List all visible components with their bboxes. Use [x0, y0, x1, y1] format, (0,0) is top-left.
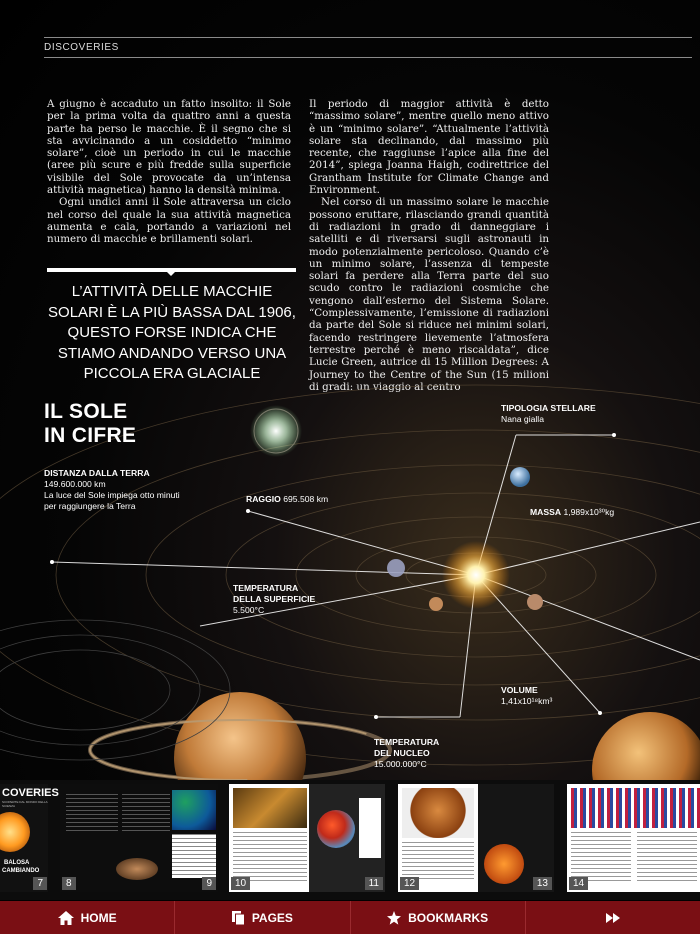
thumbnail-spread-14[interactable]	[567, 784, 700, 892]
fact-star-type	[501, 403, 596, 425]
fact-surface-temp	[233, 583, 315, 616]
pull-quote: L’ATTIVITÀ DELLE MACCHIE SOLARI È LA PIÙ BASSA DAL 1906, QUESTO FORSE INDICA CHE STIAMO ANDANDO VERSO UNA PICCOLA ERA GLACIALE	[48, 283, 296, 382]
paragraph: Nel corso di un massimo solare le macchie possono eruttare, rilasciando grandi quantità di radiazioni in grado di danneggiare i satelliti e di riversarsi sugli astronauti in modo potenzialmente pericoloso. Quando c’è un minimo solare, l’assenza di tempeste solari fa perdere alla Terra parte del suo scudo contro le radiazioni cosmiche che vengono dall’esterno del Sistema Solare. “Complessivamente, l’emissione di radiazioni da parte del Sole si riduce nei minimi solari, facendo restringere lievemente l’atmosfera terrestre perché è meno riscaldata”, dice Lucie Green, autrice di 15 Million Degrees: A Journey to the Centre of the Sun (15 milioni di gradi: un viaggio al centro	[309, 196, 549, 393]
fact-distance-note: La luce del Sole impiega otto minuti per raggiungere la Terra	[44, 490, 180, 511]
thumbnail-text-block	[637, 832, 697, 882]
tab-home[interactable]	[0, 901, 175, 934]
planet-mars	[429, 597, 443, 611]
header-rule-top	[44, 37, 692, 38]
cover-line-2: CAMBIANDO	[2, 868, 40, 874]
planet-neptune	[387, 559, 405, 577]
fact-volume-value: 1,41x10¹⁸km³	[501, 696, 553, 706]
bottom-tab-bar	[0, 901, 700, 934]
cover-subtitle: SCOPERTE DAL MONDO DELLA SCIENZA	[2, 800, 48, 808]
thumbnail-text-block	[402, 842, 474, 882]
fact-type-value: Nana gialla	[501, 414, 544, 424]
fast-forward-icon	[606, 913, 620, 923]
cover-title: COVERIES	[2, 787, 59, 799]
solar-system-illustration	[0, 390, 700, 780]
thumbnail-number: 7	[33, 877, 47, 890]
tab-bookmarks-label: BOOKMARKS	[408, 910, 489, 925]
tab-home-label: HOME	[80, 910, 117, 925]
fact-core-label-2: DEL NUCLEO	[374, 748, 430, 758]
cover-sun-image	[0, 812, 30, 852]
thumbnail-dna-image	[571, 788, 700, 828]
paragraph: Ogni undici anni il Sole attraversa un ciclo nel corso del quale la sua attività magnetica aumenta e cala, portando a variazioni nel numero di macchie e brillamenti solari.	[47, 196, 291, 246]
pages-icon	[232, 911, 245, 925]
fact-volume-label: VOLUME	[501, 685, 538, 695]
fact-radius	[246, 494, 328, 505]
thumbnail-text-block	[66, 794, 118, 834]
fact-surface-label-2: DELLA SUPERFICIE	[233, 594, 316, 604]
thumbnail-map-image	[172, 790, 216, 830]
cover-line-1: BALOSA	[4, 860, 30, 866]
fact-core-label-1: TEMPERATURA	[374, 737, 440, 747]
thumbnail-number: 11	[365, 877, 383, 890]
fact-core-value: 15.000.000°C	[374, 759, 427, 769]
fact-radius-value: 695.508 km	[283, 494, 329, 504]
fact-core-temp	[374, 737, 439, 770]
planet-uranus	[510, 467, 530, 487]
article-column-1	[47, 98, 291, 246]
planet-venus	[527, 594, 543, 610]
tab-pages[interactable]	[175, 901, 350, 934]
thumbnail-sun-image	[484, 844, 524, 884]
header-rule-bottom	[44, 57, 692, 58]
star-glow	[250, 405, 302, 457]
home-icon	[58, 911, 74, 925]
thumbnail-sidebar	[359, 798, 381, 858]
thumbnail-number: 8	[62, 877, 76, 890]
thumbnail-text-block	[233, 832, 307, 882]
fact-distance-value: 149.600.000 km	[44, 479, 106, 489]
fact-volume	[501, 685, 552, 707]
quote-notch	[166, 271, 176, 276]
thumbnail-spread-8-9[interactable]	[60, 784, 218, 892]
thumbnail-spread-10-11[interactable]	[229, 784, 385, 892]
paragraph: Il periodo di maggior attività è detto “massimo solare”, mentre quello meno attivo è un “minimo solare”. “Attualmente l’attività solare sta declinando, dal massimo più recente, che raggiunse l’apice alla fine del 2014”, spiega Joanna Haigh, codirettrice del Grantham Institute for Climate Change and Environment.	[309, 98, 549, 197]
thumbnail-text-block	[122, 794, 170, 834]
tab-pages-label: PAGES	[251, 910, 293, 925]
thumbnail-number: 12	[400, 877, 419, 890]
thumbnail-earth-core-image	[317, 810, 355, 848]
fact-type-label: TIPOLOGIA STELLARE	[501, 403, 596, 413]
infographic-title-line1: IL SOLE	[44, 400, 128, 423]
infographic-title	[44, 400, 136, 448]
paragraph: A giugno è accaduto un fatto insolito: il Sole per la prima volta da quattro anni a questa parte ha perso le macchie. È il segno che si sta avvicinando a un cosiddetto “minimo solare”, cioè un periodo in cui le macchie (aree più scure e più fredde sulla superficie visibile del Sole provocate da un’intensa attività magnetica) hanno la densità minima.	[47, 98, 291, 197]
infographic-title-line2: IN CIFRE	[44, 424, 137, 447]
section-label: DISCOVERIES	[44, 42, 119, 53]
thumbnail-orangutan-photo	[402, 788, 474, 838]
star-icon	[387, 911, 401, 925]
thumbnail-spread-12-13[interactable]	[398, 784, 554, 892]
fact-distance	[44, 468, 194, 512]
fact-surface-label-1: TEMPERATURA	[233, 583, 299, 593]
tab-bookmarks[interactable]	[351, 901, 526, 934]
thumbnail-number: 9	[202, 877, 216, 890]
sun	[442, 541, 510, 609]
thumbnail-number: 10	[231, 877, 250, 890]
fact-mass-label: MASSA	[530, 507, 562, 517]
article-column-2	[309, 98, 549, 393]
thumbnail-number: 14	[569, 877, 588, 890]
tab-next[interactable]	[526, 901, 700, 934]
fact-radius-label: RAGGIO	[246, 494, 281, 504]
fact-mass	[530, 507, 614, 518]
thumbnail-photo	[233, 788, 307, 828]
thumbnail-text-block	[571, 832, 631, 882]
thumbnail-number: 13	[533, 877, 552, 890]
fact-mass-value: 1,989x10³⁰kg	[563, 507, 615, 517]
page-thumbnail-strip[interactable]	[0, 780, 700, 900]
thumbnail-text-block	[172, 834, 216, 878]
fact-surface-value: 5.500°C	[233, 605, 265, 615]
thumbnail-planet-image	[116, 858, 158, 880]
fact-distance-label: DISTANZA DALLA TERRA	[44, 468, 150, 478]
thumbnail-page-7[interactable]	[0, 784, 59, 892]
